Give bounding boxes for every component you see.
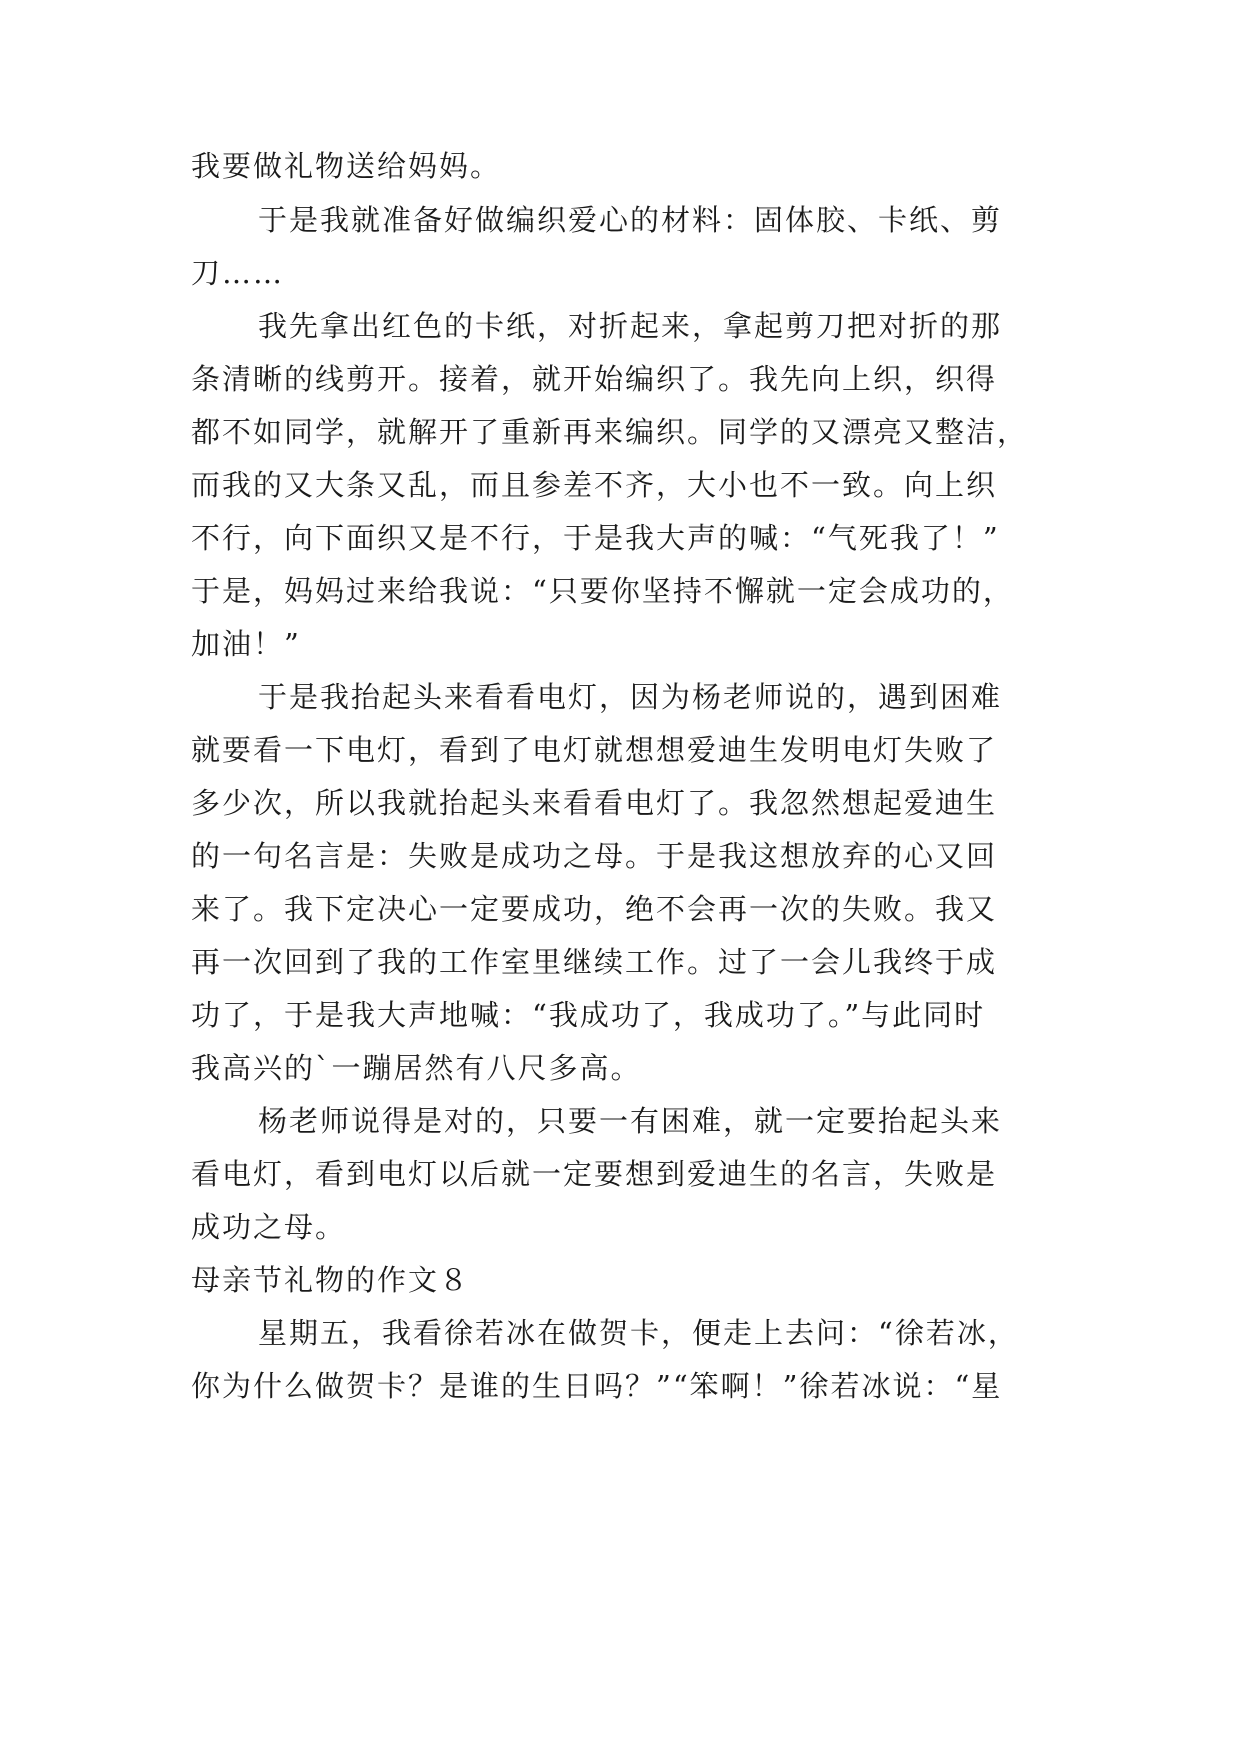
section-heading: 母亲节礼物的作文８ xyxy=(191,1263,471,1297)
text-line: 再一次回到了我的工作室里继续工作。过了一会儿我终于成 xyxy=(191,945,998,979)
text-line: 你为什么做贺卡？是谁的生日吗？”“笨啊！”徐若冰说：“星 xyxy=(191,1369,1003,1403)
text-line: 我先拿出红色的卡纸，对折起来，拿起剪刀把对折的那 xyxy=(258,309,1003,343)
text-line: 看电灯，看到电灯以后就一定要想到爱迪生的名言，失败是 xyxy=(191,1157,998,1191)
text-line: 于是，妈妈过来给我说：“只要你坚持不懈就一定会成功的， xyxy=(191,574,1014,608)
text-line: 而我的又大条又乱，而且参差不齐，大小也不一致。向上织 xyxy=(191,468,998,502)
text-line: 条清晰的线剪开。接着，就开始编织了。我先向上织，织得 xyxy=(191,362,998,396)
text-line: 我要做礼物送给妈妈。 xyxy=(191,149,502,183)
text-line: 于是我抬起头来看看电灯，因为杨老师说的，遇到困难 xyxy=(258,680,1003,714)
text-line: 成功之母。 xyxy=(191,1210,347,1244)
text-line: 星期五，我看徐若冰在做贺卡，便走上去问：“徐若冰， xyxy=(258,1316,1019,1350)
text-line: 刀…… xyxy=(191,256,285,290)
text-line: 加油！” xyxy=(191,627,301,661)
text-line: 来了。我下定决心一定要成功，绝不会再一次的失败。我又 xyxy=(191,892,998,926)
text-line: 不行，向下面织又是不行，于是我大声的喊：“气死我了！” xyxy=(191,521,1000,555)
text-line: 多少次，所以我就抬起头来看看电灯了。我忽然想起爱迪生 xyxy=(191,786,998,820)
text-line: 杨老师说得是对的，只要一有困难，就一定要抬起头来 xyxy=(258,1104,1003,1138)
text-line: 功了，于是我大声地喊：“我成功了，我成功了。”与此同时 xyxy=(191,998,986,1032)
text-line: 都不如同学，就解开了重新再来编织。同学的又漂亮又整洁， xyxy=(191,415,1029,449)
text-line: 我高兴的`一蹦居然有八尺多高。 xyxy=(191,1051,642,1085)
text-line: 的一句名言是：失败是成功之母。于是我这想放弃的心又回 xyxy=(191,839,998,873)
text-line: 就要看一下电灯，看到了电灯就想想爱迪生发明电灯失败了 xyxy=(191,733,998,767)
text-line: 于是我就准备好做编织爱心的材料：固体胶、卡纸、剪 xyxy=(258,203,1003,237)
